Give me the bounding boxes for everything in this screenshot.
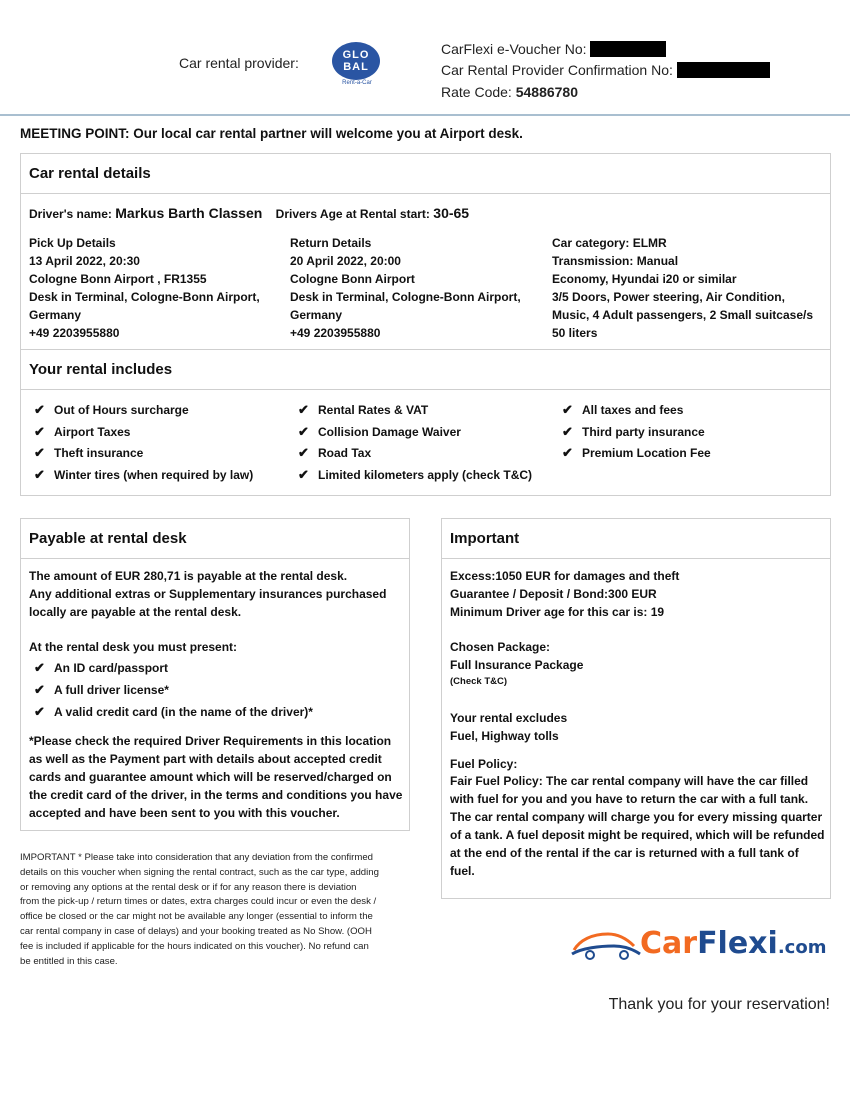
- checkmark-icon: ✔: [34, 445, 45, 461]
- included-item-label: Premium Location Fee: [582, 446, 711, 461]
- checkmark-icon: ✔: [298, 423, 309, 439]
- included-item-label: Collision Damage Waiver: [318, 424, 461, 439]
- return-line: Desk in Terminal, Cologne-Bonn Airport,: [290, 290, 521, 304]
- included-item: [34, 660, 168, 676]
- return-line: Return Details: [290, 236, 372, 250]
- rental-includes-title: Your rental includes: [21, 350, 830, 390]
- driver-name-label: Driver's name:: [29, 207, 112, 221]
- rate-code-line: [441, 84, 578, 100]
- driver-name-value: Markus Barth Classen: [115, 205, 263, 221]
- rate-code-label: Rate Code:: [441, 84, 512, 100]
- included-item: [298, 402, 428, 418]
- checkmark-icon: ✔: [298, 467, 309, 483]
- excludes-value: Fuel, Highway tolls: [450, 729, 559, 743]
- voucher-number-redacted: [590, 41, 666, 57]
- payable-line: Any additional extras or Supplementary insurances purchased: [29, 587, 387, 601]
- fuel-policy-line: of a tank. A fuel deposit might be required, which will be refunded: [450, 828, 825, 842]
- pickup-line: Desk in Terminal, Cologne-Bonn Airport,: [29, 290, 260, 304]
- excludes-label: Your rental excludes: [450, 711, 568, 725]
- checkmark-icon: ✔: [562, 445, 573, 461]
- driver-age-label: Drivers Age at Rental start:: [275, 207, 430, 221]
- pickup-line: Pick Up Details: [29, 236, 116, 250]
- included-item-label: Limited kilometers apply (check T&C): [318, 468, 533, 483]
- package-note: (Check T&C): [450, 676, 508, 687]
- return-line: Cologne Bonn Airport: [290, 272, 415, 286]
- payable-note-line: accepted and have been sent to you with this voucher.: [29, 806, 340, 820]
- payable-note-line: cards and guarantee amount which will be reserved/charged on: [29, 770, 392, 784]
- fuel-policy-line: at the end of the rental if the car is returned with a full tank of: [450, 846, 799, 860]
- checkmark-icon: ✔: [562, 402, 573, 417]
- voucher-number-label: CarFlexi e-Voucher No:: [441, 41, 587, 57]
- fuel-policy-text: [450, 772, 828, 880]
- voucher-number-line: [441, 41, 666, 57]
- included-item: [34, 445, 143, 461]
- included-item-label: Third party insurance: [582, 424, 705, 439]
- included-item: [562, 424, 705, 440]
- pickup-line: 13 April 2022, 20:30: [29, 254, 140, 268]
- pickup-line: Germany: [29, 308, 82, 322]
- car-silhouette-icon: [570, 928, 642, 962]
- fuel-policy-line: fuel.: [450, 864, 475, 878]
- checkmark-icon: ✔: [34, 423, 45, 439]
- payable-title: Payable at rental desk: [21, 519, 409, 559]
- package-value: Full Insurance Package: [450, 658, 584, 672]
- checkmark-icon: ✔: [562, 423, 573, 439]
- logo-subtitle: Rent-a-Car: [342, 80, 372, 86]
- confirmation-number-line: [441, 62, 770, 78]
- car-line: 50 liters: [552, 326, 598, 340]
- checkmark-icon: ✔: [298, 402, 309, 417]
- voucher-header: [0, 0, 850, 116]
- included-item: [34, 424, 130, 440]
- car-line: Car category: ELMR: [552, 236, 667, 250]
- checkmark-icon: ✔: [34, 467, 45, 483]
- included-item-label: Winter tires (when required by law): [54, 468, 254, 483]
- present-label: At the rental desk you must present:: [29, 640, 238, 654]
- included-item-label: A valid credit card (in the name of the driver)*: [54, 705, 313, 719]
- checkmark-icon: ✔: [34, 704, 45, 719]
- important-title: Important: [442, 519, 830, 559]
- included-item-label: Theft insurance: [54, 446, 144, 461]
- included-item-label: Road Tax: [318, 446, 372, 461]
- return-details: [290, 234, 545, 342]
- included-item: [562, 445, 711, 461]
- car-line: Economy, Hyundai i20 or similar: [552, 272, 737, 286]
- payable-line: The amount of EUR 280,71 is payable at the rental desk.: [29, 569, 348, 583]
- payable-note-line: the credit card of the driver, in the terms and conditions you have: [29, 788, 403, 802]
- important-line: Guarantee / Deposit / Bond:300 EUR: [450, 587, 657, 601]
- car-line: 3/5 Doors, Power steering, Air Condition,: [552, 290, 785, 304]
- included-item: [562, 402, 683, 418]
- car-details: [552, 234, 827, 342]
- checkmark-icon: ✔: [34, 660, 45, 675]
- fuel-policy-line: Fair Fuel Policy: The car rental company will have the car filled: [450, 774, 809, 788]
- footer-note-line: or removing any options at the rental desk or if for any reason there is deviation: [20, 881, 357, 893]
- payable-amount-text: [29, 567, 404, 621]
- confirmation-number-label: Car Rental Provider Confirmation No:: [441, 62, 673, 78]
- return-line: +49 2203955880: [290, 326, 381, 340]
- important-excess-text: [450, 567, 828, 621]
- included-item-label: A full driver license*: [54, 683, 169, 697]
- global-rent-a-car-logo: [332, 42, 380, 80]
- car-line: Transmission: Manual: [552, 254, 679, 268]
- meeting-point: MEETING POINT: Our local car rental partner will welcome you at Airport desk.: [20, 126, 523, 141]
- footer-note-line: details on this voucher when signing the rental contract, such as the car type, adding: [20, 866, 379, 878]
- return-line: Germany: [290, 308, 343, 322]
- fuel-policy-line: The car rental company will charge you for every missing quarter: [450, 810, 823, 824]
- pickup-details: [29, 234, 284, 342]
- included-item-label: Out of Hours surcharge: [54, 403, 189, 417]
- pickup-line: Cologne Bonn Airport , FR1355: [29, 272, 207, 286]
- checkmark-icon: ✔: [34, 682, 45, 697]
- footer-note-line: IMPORTANT * Please take into consideration that any deviation from the confirmed: [20, 852, 374, 863]
- included-item-label: Rental Rates & VAT: [318, 403, 429, 417]
- fuel-policy-label: Fuel Policy:: [450, 757, 518, 771]
- included-item: [298, 467, 532, 483]
- rate-code-value: 54886780: [515, 84, 579, 100]
- important-line: Minimum Driver age for this car is: 19: [450, 605, 665, 619]
- important-deviation-note: [20, 851, 410, 969]
- driver-line: [29, 205, 469, 221]
- fuel-policy-line: with fuel for you and you have to return the car with a full tank.: [450, 792, 809, 806]
- package-label: Chosen Package:: [450, 640, 551, 654]
- important-box: [441, 518, 831, 899]
- brand-flexi-text: Flexi: [697, 926, 778, 961]
- payable-note-line: *Please check the required Driver Requirements in this location: [29, 734, 392, 748]
- brand-car-text: Car: [640, 926, 698, 961]
- pickup-line: +49 2203955880: [29, 326, 120, 340]
- included-item: [298, 445, 371, 461]
- footer-note-line: office be closed or the car might not be available any longer (essential to inform the: [20, 911, 373, 923]
- footer-note-line: from the pick-up / return times or dates, extra charges could incur or even the desk /: [20, 896, 377, 908]
- footer-note-line: fee is included if applicable for the hours indicated on this voucher). No refund can: [20, 940, 369, 952]
- included-item: [298, 424, 461, 440]
- included-item-label: Airport Taxes: [54, 424, 131, 439]
- logo-text-bottom: BAL: [343, 61, 369, 73]
- driver-age-value: 30-65: [433, 205, 470, 221]
- included-item: [34, 467, 253, 483]
- carflexi-logo: [570, 926, 832, 966]
- payable-line: locally are payable at the rental desk.: [29, 605, 242, 619]
- checkmark-icon: ✔: [34, 402, 45, 417]
- included-item-label: All taxes and fees: [582, 403, 684, 417]
- logo-text-top: GLO: [342, 49, 370, 61]
- car-line: Music, 4 Adult passengers, 2 Small suitcase/s: [552, 308, 813, 322]
- carflexi-wordmark: [640, 926, 826, 961]
- included-item: [34, 682, 169, 698]
- footer-note-line: be entitled in this case.: [20, 955, 118, 967]
- included-item: [34, 704, 313, 720]
- payable-note-line: as well as the Payment part with details about accepted credit: [29, 752, 382, 766]
- confirmation-number-redacted: [677, 62, 770, 78]
- thank-you-message: Thank you for your reservation!: [608, 996, 830, 1013]
- payable-note: [29, 732, 407, 822]
- car-rental-details-box: [20, 153, 831, 350]
- checkmark-icon: ✔: [298, 445, 309, 461]
- payable-box: [20, 518, 410, 831]
- included-item-label: An ID card/passport: [54, 661, 169, 675]
- provider-label: Car rental provider:: [179, 55, 299, 71]
- important-line: Excess:1050 EUR for damages and theft: [450, 569, 680, 583]
- brand-tld-text: .com: [777, 937, 827, 958]
- car-rental-details-title: Car rental details: [21, 154, 830, 194]
- footer-note-line: car rental company in case of delays) and your booking treated as No Show. (OOH: [20, 925, 372, 937]
- included-item: [34, 402, 189, 418]
- rental-includes-box: [20, 349, 831, 496]
- return-line: 20 April 2022, 20:00: [290, 254, 401, 268]
